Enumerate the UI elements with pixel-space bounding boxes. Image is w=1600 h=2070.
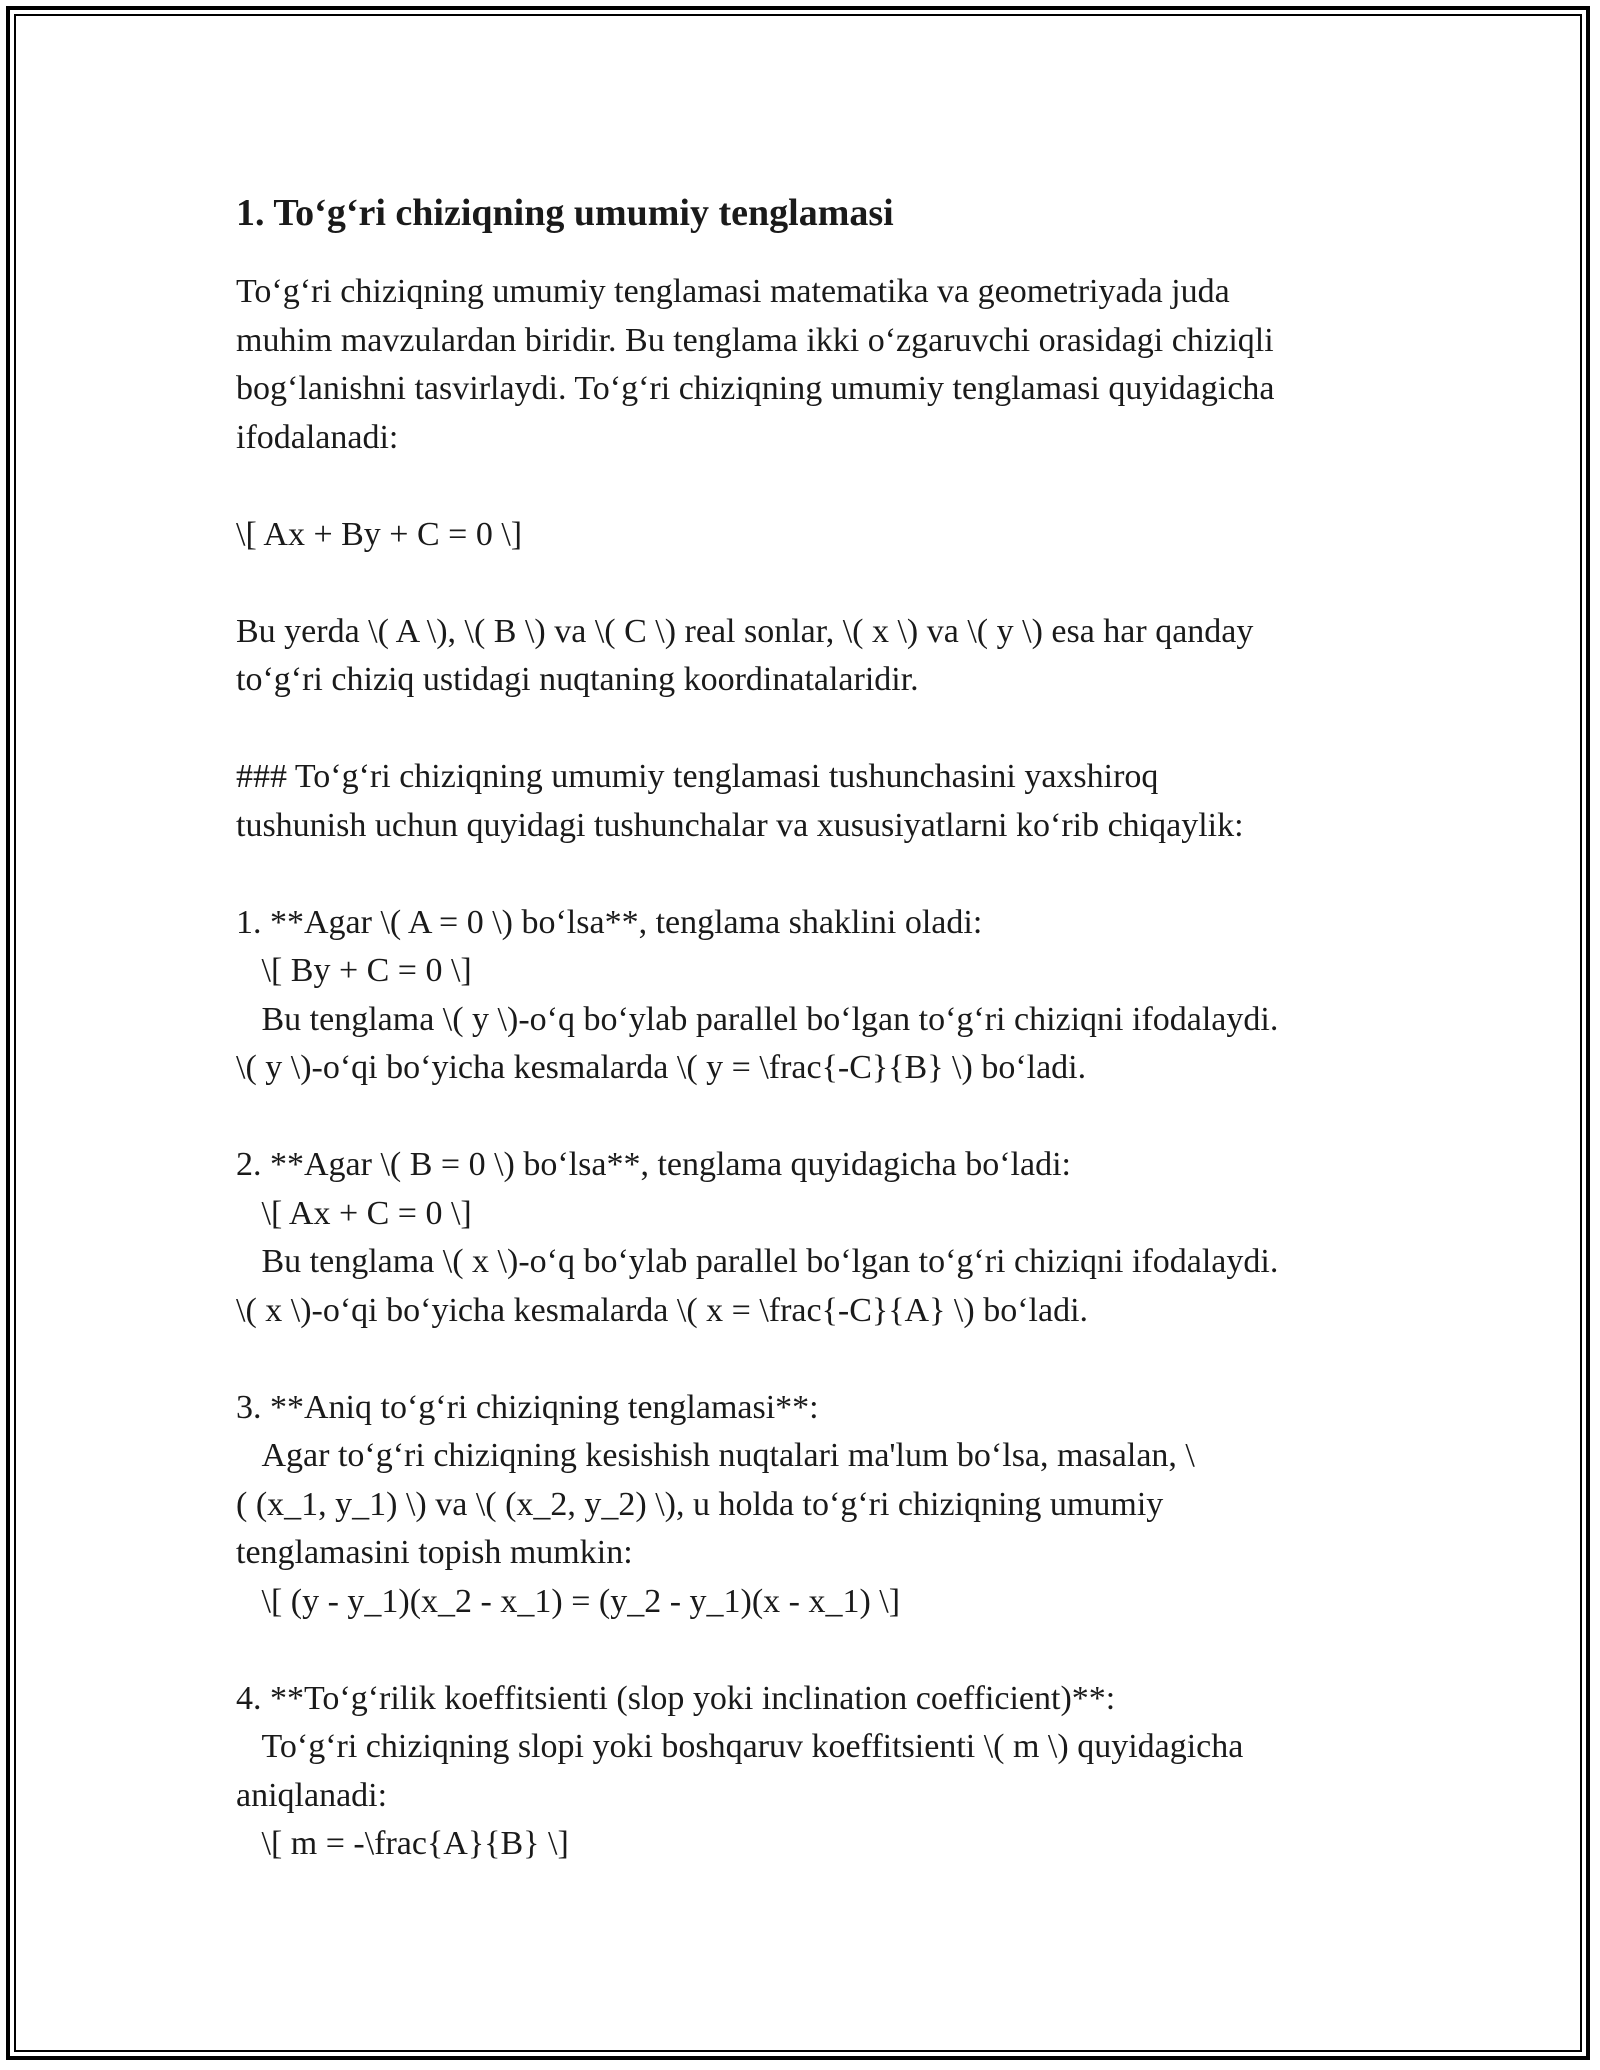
subsection-intro: ### To‘g‘ri chiziqning umumiy tenglamasi tushunchasini yaxshiroq tushunish uchun quyidagi tushunchalar va xususiyatlarni ko‘rib chiqaylik: xyxy=(236,758,1244,844)
coefficients-paragraph: Bu yerda \( A \), \( B \) va \( C \) real sonlar, \( x \) va \( y \) esa har qanday to‘g‘ri chiziq ustidagi nuqtaning koordinatalaridir. xyxy=(236,612,1254,698)
spacer xyxy=(236,462,1376,511)
spacer xyxy=(236,1626,1376,1675)
intro-paragraph: To‘g‘ri chiziqning umumiy tenglamasi matematika va geometriyada juda muhim mavzulardan biridir. Bu tenglama ikki o‘zgaruvchi orasidagi chiziqli bog‘lanishni tasvirlaydi. To‘g‘ri chiziqning umumiy tenglamasi quyidagicha ifodalanadi: xyxy=(236,273,1275,456)
general-equation: \[ Ax + By + C = 0 \] xyxy=(236,515,523,553)
list-item-1: 1. **Agar \( A = 0 \) bo‘lsa**, tenglama shaklini oladi: \[ By + C = 0 \] Bu tenglama \( y \)-o‘q bo‘ylab parallel bo‘lgan to‘g‘ri chiziqni ifodalaydi. \( y \)-o‘qi bo‘yicha kesmalarda \( y = \frac{-C}{B} \) bo‘ladi. xyxy=(236,903,1279,1086)
spacer xyxy=(236,559,1376,608)
spacer xyxy=(236,705,1376,754)
list-item-3: 3. **Aniq to‘g‘ri chiziqning tenglamasi**: Agar to‘g‘ri chiziqning kesishish nuqtalari ma'lum bo‘lsa, masalan, \ ( (x_1, y_1) \) va \( (x_2, y_2) \), u holda to‘g‘ri chiziqning umumiy tenglamasini topish mumkin: \[ (y - y_1)(x_2 - x_1) = (y_2 - y_1)(x - x_1) \] xyxy=(236,1388,1195,1620)
list-item-4: 4. **To‘g‘rilik koeffitsienti (slop yoki inclination coefficient)**: To‘g‘ri chiziqning slopi yoki boshqaruv koeffitsienti \( m \) quyidagicha aniqlanadi: \[ m = -\frac{A}{B} \] xyxy=(236,1679,1244,1862)
section-heading: 1. To‘g‘ri chiziqning umumiy tenglamasi xyxy=(236,192,894,234)
spacer xyxy=(236,1093,1376,1142)
document-body xyxy=(236,186,1376,1869)
list-item-2: 2. **Agar \( B = 0 \) bo‘lsa**, tenglama quyidagicha bo‘ladi: \[ Ax + C = 0 \] Bu tenglama \( x \)-o‘q bo‘ylab parallel bo‘lgan to‘g‘ri chiziqni ifodalaydi. \( x \)-o‘qi bo‘yicha kesmalarda \( x = \frac{-C}{A} \) bo‘ladi. xyxy=(236,1146,1279,1329)
spacer xyxy=(236,1335,1376,1384)
spacer xyxy=(236,850,1376,899)
